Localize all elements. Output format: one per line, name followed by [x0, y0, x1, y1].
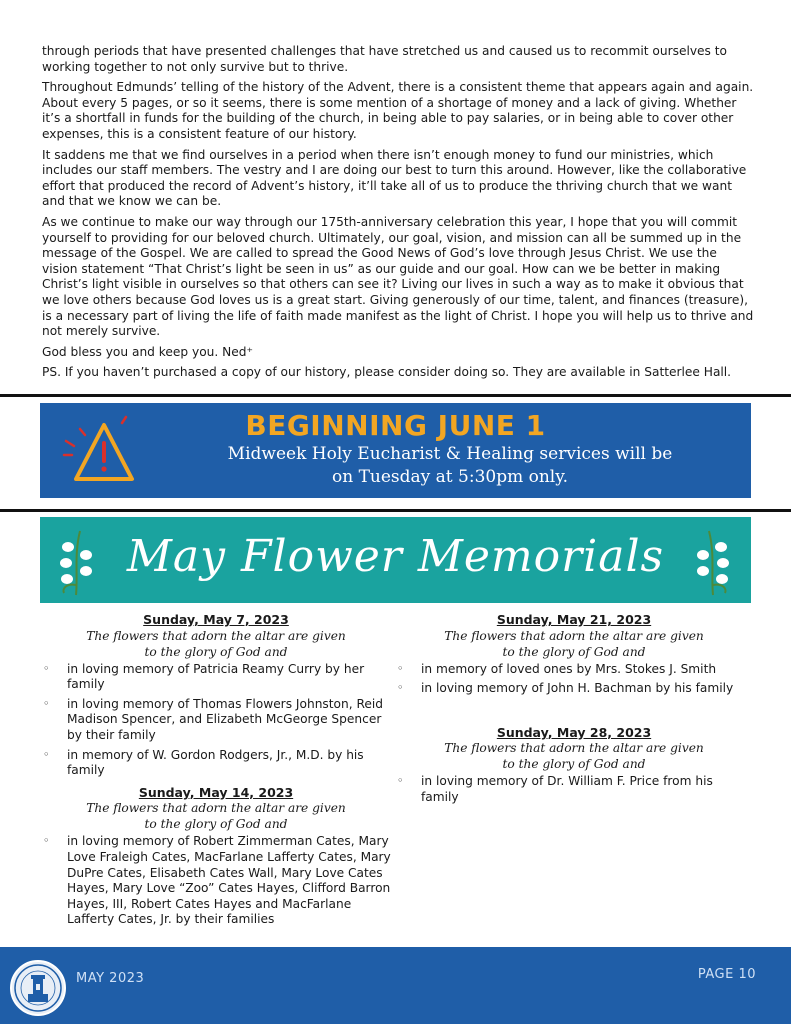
memorial-item: ◦ in memory of loved ones by Mrs. Stokes J. Smith — [394, 662, 754, 678]
memorial-intro — [394, 740, 754, 772]
memorial-item: ◦ in loving memory of Dr. William F. Price from his family — [394, 774, 754, 805]
letter-postscript: PS. If you haven’t purchased a copy of our history, please consider doing so. They are available in Satterlee Hall. — [42, 365, 732, 380]
memorial-intro — [40, 628, 392, 660]
banner-line-2: on Tuesday at 5:30pm only. — [331, 467, 568, 487]
memorial-intro-line-2: to the glory of God and — [502, 644, 646, 659]
announcement-banner — [40, 403, 751, 498]
letter-signoff: God bless you and keep you. Ned⁺ — [42, 344, 253, 359]
letter-paragraph: through periods that have presented challenges that have stretched us and caused us to recommit ourselves to working together to not only survive but to thrive. — [42, 44, 728, 74]
letter-paragraph: It saddens me that we find ourselves in a period when there isn’t enough money to fund our ministries, which includes our staff members. The vestry and I are doing our best to turn this around. However, like the collaborative effort that produced the record of Advent’s history, it’ll take all of us to produce the thriving church that we want and that we know we can be. — [42, 147, 747, 209]
memorial-item: ◦ in loving memory of Patricia Reamy Curry by her family — [40, 662, 392, 693]
memorial-intro-line-2: to the glory of God and — [144, 644, 288, 659]
memorial-section — [394, 725, 754, 806]
memorials-left-column — [40, 612, 392, 934]
memorial-date: Sunday, May 7, 2023 — [143, 612, 289, 627]
memorial-list — [40, 834, 392, 928]
memorial-intro-line-2: to the glory of God and — [502, 757, 646, 772]
lily-of-the-valley-icon — [691, 525, 733, 597]
divider-bottom — [0, 509, 791, 512]
memorial-section — [40, 785, 392, 928]
banner-title: BEGINNING JUNE 1 — [245, 409, 546, 442]
letter-body — [42, 44, 754, 386]
memorial-list — [394, 774, 754, 805]
memorial-list — [40, 662, 392, 779]
letter-paragraph: Throughout Edmunds’ telling of the history of the Advent, there is a consistent theme that appears again and again. About every 5 pages, or so it seems, there is some mention of a shortage of money and a lack of giving. Whether it’s a shortfall in funds for the building of the church, in being able to pay salaries, or in being able to cover other expenses, this is a consistent feature of our history. — [42, 80, 754, 141]
memorial-date: Sunday, May 21, 2023 — [496, 612, 652, 627]
banner-line-1: Midweek Holy Eucharist & Healing services will be — [227, 444, 673, 464]
memorial-intro-line-1: The flowers that adorn the altar are given — [86, 628, 346, 643]
memorial-item: ◦ in loving memory of Robert Zimmerman Cates, Mary Love Fraleigh Cates, MacFarlane Lafferty Cates, Mary DuPre Cates, Elisabeth Cates Wall, Mary Love Cates Hayes, Mary Love “Zoo” Cates Hayes, Clifford Barron Hayes, III, Robert Cates Hayes and MacFarlane Lafferty Cates, Jr. by their families — [40, 834, 392, 928]
memorials-header — [40, 517, 751, 603]
footer-issue-date: MAY 2023 — [76, 971, 145, 986]
memorial-item: ◦ in loving memory of John H. Bachman by his family — [394, 681, 754, 697]
memorial-date: Sunday, May 28, 2023 — [496, 724, 652, 740]
letter-paragraph: As we continue to make our way through our 175th-anniversary celebration this year, I hope that you will commit yourself to providing for our beloved church. Ultimately, our goal, vision, and mission can all be summed up in the message of the Gospel. We are called to spread the Good News of God’s love through Jesus Christ. We use the vision statement “That Christ’s light be seen in us” as our guide and our goal. How can we be better in making Christ’s light visible in ourselves so that others can see it? Living our lives in such a way as to make it obvious that we love others because God loves us is a great start. Giving generously of our time, talent, and finances (treasure), is a necessary part of living the life of faith made manifest as the light of Christ. I hope you will help us to thrive and not merely survive. — [42, 214, 754, 339]
memorial-intro-line-1: The flowers that adorn the altar are given — [86, 801, 346, 816]
memorial-intro-line-1: The flowers that adorn the altar are given — [444, 741, 704, 756]
memorial-date: Sunday, May 14, 2023 — [138, 784, 294, 800]
memorial-item: ◦ in memory of W. Gordon Rodgers, Jr., M.D. by his family — [40, 748, 392, 779]
memorials-title: May Flower Memorials — [126, 531, 665, 582]
church-tower-icon — [12, 962, 64, 1014]
memorial-intro — [40, 800, 392, 832]
church-seal-logo — [10, 960, 66, 1016]
footer-page-number: PAGE 10 — [697, 967, 756, 982]
memorial-intro — [394, 628, 754, 660]
memorial-section — [40, 612, 392, 779]
memorial-list — [394, 662, 754, 697]
memorial-intro-line-2: to the glory of God and — [144, 817, 288, 832]
memorials-right-column — [394, 612, 754, 812]
memorial-section — [394, 612, 754, 697]
banner-subtitle — [160, 443, 740, 489]
divider-top — [0, 394, 791, 397]
memorial-intro-line-1: The flowers that adorn the altar are given — [444, 628, 704, 643]
memorial-item: ◦ in loving memory of Thomas Flowers Johnston, Reid Madison Spencer, and Elizabeth McGeorge Spencer by their family — [40, 697, 392, 744]
